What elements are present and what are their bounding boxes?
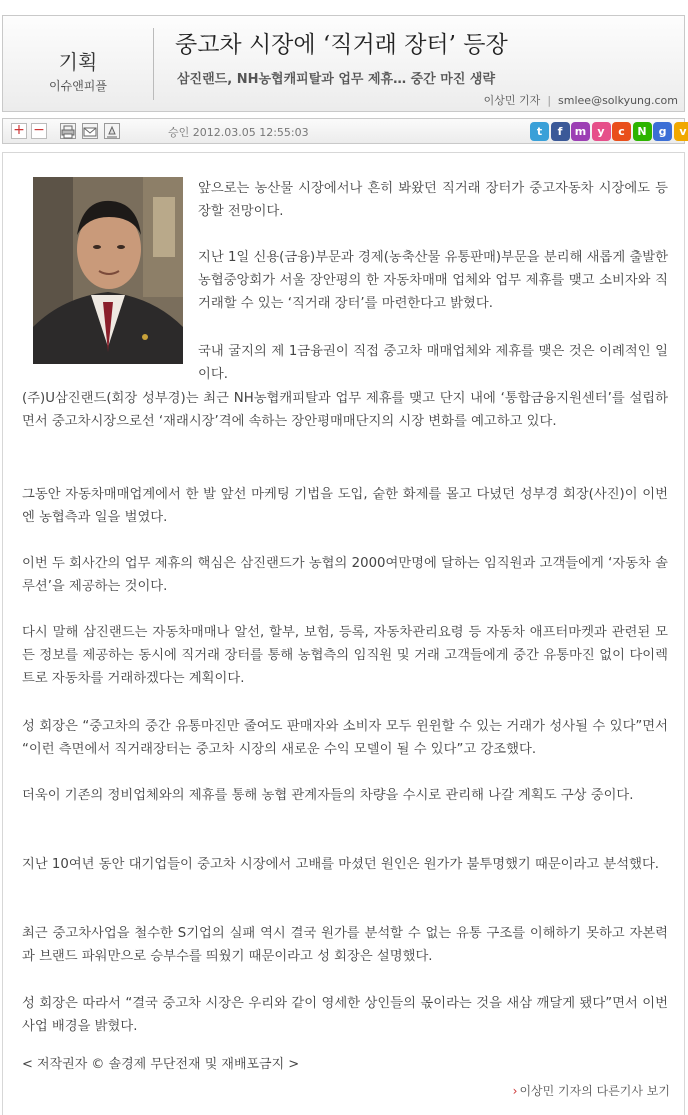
font-decrease-button[interactable]: − (31, 123, 47, 139)
reporter-more-articles-link[interactable] (513, 1082, 670, 1099)
print-icon[interactable] (60, 123, 76, 139)
article-paragraph: 성 회장은 “중고차의 중간 유통마진만 줄여도 판매자와 소비자 모두 윈윈할 수 있는 거래가 성사될 수 있다”면서 “이런 측면에서 직거래장터는 중고차 시장의 새로운 수익 모델이 될 수 있다”고 강조했다. (22, 719, 668, 757)
naver-icon[interactable]: N (633, 122, 652, 141)
google-icon[interactable]: g (653, 122, 672, 141)
category-sub-label: 이슈앤피플 (49, 79, 107, 93)
yozm-icon[interactable]: y (592, 122, 611, 141)
article-paragraph: 다시 말해 삼진랜드는 자동차매매나 알선, 할부, 보험, 등록, 자동차관리요령 등 자동차 애프터마켓과 관련된 모든 정보를 제공하는 동시에 직거래 장터를 통해 농협측의 임직원 및 거래 고객들에게 중간 유통마진 없이 다이렉트로 자동차를 거래하겠다는 계획이다. (22, 625, 668, 686)
approval-date: 승인 2012.03.05 12:55:03 (168, 126, 309, 139)
reporter-subject-photo (33, 177, 183, 364)
article-paragraph: 이번 두 회사간의 업무 제휴의 핵심은 삼진랜드가 농협의 2000여만명에 달하는 임직원과 고객들에게 ‘자동차 솔루션’을 제공하는 것이다. (22, 556, 668, 594)
byline (484, 92, 678, 108)
more-articles-label[interactable]: 이상민 기자의 다른기사 보기 (519, 1084, 670, 1098)
article-subtitle: 삼진랜드, NH농협캐피탈과 업무 제휴… 중간 마진 생략 (177, 72, 496, 87)
email-icon[interactable] (82, 123, 98, 139)
reporter-email[interactable]: smlee@solkyung.com (558, 94, 678, 107)
article-paragraph: 그동안 자동차매매업계에서 한 발 앞선 마케팅 기법을 도입, 숱한 화제를 몰고 다녔던 성부경 회장(사진)이 이번엔 농협측과 일을 벌였다. (22, 487, 668, 525)
bookmark-icon[interactable]: v (674, 122, 688, 141)
article-paragraph: 지난 10여년 동안 대기업들이 중고차 시장에서 고배를 마셨던 원인은 원가가 불투명했기 때문이라고 분석했다. (22, 857, 660, 872)
header-divider (153, 28, 154, 100)
font-increase-button[interactable]: + (11, 123, 27, 139)
reporter-name[interactable]: 이상민 기자 (483, 94, 541, 107)
article-paragraph: 국내 굴지의 제 1금융권이 직접 중고차 매매업체와 제휴를 맺은 것은 이례적인 일이다. (198, 344, 668, 382)
scrap-icon[interactable] (104, 123, 120, 139)
article-paragraph: 더욱이 기존의 정비업체와의 제휴를 통해 농협 관계자들의 차량을 수시로 관리해 나갈 계획도 구상 중이다. (22, 788, 634, 803)
category-label: 기획 (58, 50, 98, 74)
copyright-notice: < 저작권자 © 솔경제 무단전재 및 재배포금지 > (22, 1057, 300, 1072)
article-paragraph: 성 회장은 따라서 “결국 중고차 시장은 우리와 같이 영세한 상인들의 몫이라는 것을 새삼 깨달게 됐다”면서 이번 사업 배경을 밝혔다. (22, 996, 668, 1034)
twitter-icon[interactable]: t (530, 122, 549, 141)
me2day-icon[interactable]: m (571, 122, 590, 141)
article-paragraph: 최근 중고차사업을 철수한 S기업의 실패 역시 결국 원가를 분석할 수 없는 유통 구조를 이해하기 못하고 자본력과 브랜드 파워만으로 승부수를 띄웠기 때문이라고 성 회장은 설명했다. (22, 926, 668, 964)
article-toolbar (2, 118, 685, 144)
article-paragraph: 앞으로는 농산물 시장에서나 흔히 봐왔던 직거래 장터가 중고자동차 시장에도 등장할 전망이다. (198, 181, 668, 219)
category-block (3, 16, 153, 94)
cyworld-icon[interactable]: c (612, 122, 631, 141)
article-title: 중고차 시장에 ‘직거래 장터’ 등장 (175, 32, 508, 58)
article-paragraph: 지난 1일 신용(금융)부문과 경제(농축산물 유통판매)부문을 분리해 새롭게 출발한 농협중앙회가 서울 장안평의 한 자동차매매 업체와 업무 제휴를 맺고 소비자와 직거래할 수 있는 ‘직거래 장터’를 마련한다고 밝혔다. (198, 250, 668, 311)
byline-separator: | (547, 94, 552, 107)
article-paragraph: (주)U삼진랜드(회장 성부경)는 최근 NH농협캐피탈과 업무 제휴를 맺고 단지 내에 ‘통합금융지원센터’를 설립하면서 중고차시장으로선 ‘재래시장’격에 속하는 장안평매매단지의 시장 변화를 예고하고 있다. (22, 391, 668, 429)
facebook-icon[interactable]: f (551, 122, 570, 141)
chevron-right-icon: › (512, 1084, 518, 1098)
article-header (2, 15, 685, 112)
